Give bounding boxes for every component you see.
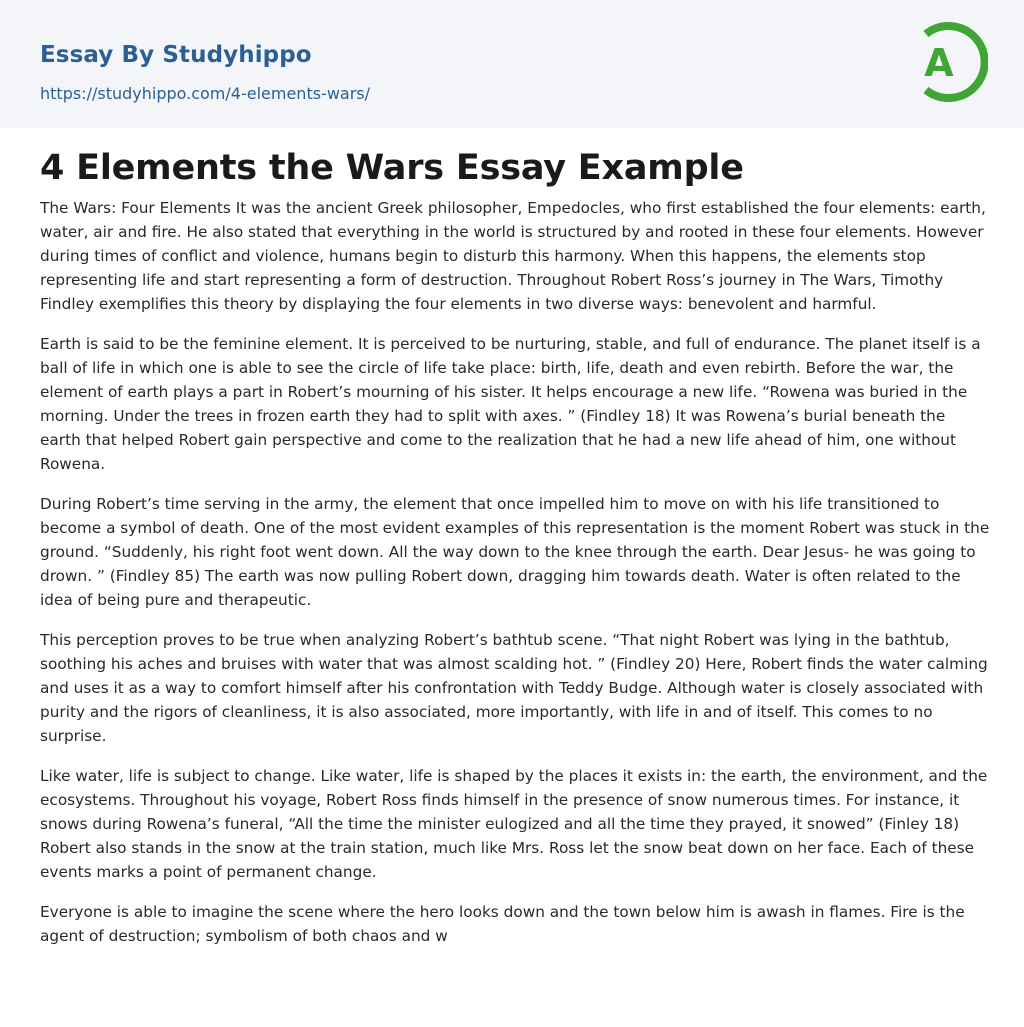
paragraph: Everyone is able to imagine the scene where the hero looks down and the town below him is awash in flames. Fire is the agent of destruction; symbolism of both chaos and w: [40, 903, 965, 945]
site-header: [0, 0, 1024, 128]
article: [40, 140, 990, 964]
page-url-link[interactable]: https://studyhippo.com/4-elements-wars/: [40, 84, 371, 103]
site-title[interactable]: Essay By Studyhippo: [40, 42, 312, 68]
paragraph: This perception proves to be true when analyzing Robert’s bathtub scene. “That night Robert was lying in the bathtub, soothing his aches and bruises with water that was almost scalding hot. ” (Findley 20) Here, Robert finds the water calming and uses it as a way to comfort himself after his confrontation with Teddy Budge. Although water is closely associated with purity and the rigors of cleanliness, it is also associated, more importantly, with life in and of itself. This comes to no surprise.: [40, 631, 988, 745]
studyhippo-logo-icon[interactable]: [912, 18, 988, 106]
paragraph: Like water, life is subject to change. Like water, life is shaped by the places it exists in: the earth, the environment, and the ecosystems. Throughout his voyage, Robert Ross finds himself in the presence of snow numerous times. For instance, it snows during Rowena’s funeral, “All the time the minister eulogized and all the time they prayed, it snowed” (Finley 18) Robert also stands in the snow at the train station, much like Mrs. Ross let the snow beat down on her face. Each of these events marks a point of permanent change.: [40, 767, 988, 881]
paragraph: Earth is said to be the feminine element. It is perceived to be nurturing, stable, and full of endurance. The planet itself is a ball of life in which one is able to see the circle of life take place: birth, life, death and even rebirth. Before the war, the element of earth plays a part in Robert’s mourning of his sister. It helps encourage a new life. “Rowena was buried in the morning. Under the trees in frozen earth they had to split with axes. ” (Findley 18) It was Rowena’s burial beneath the earth that helped Robert gain perspective and come to the realization that he had a new life ahead of him, one without Rowena.: [40, 335, 981, 473]
paragraph: The Wars: Four Elements It was the ancient Greek philosopher, Empedocles, who first established the four elements: earth, water, air and fire. He also stated that everything in the world is structured by and rooted in these four elements. However during times of conflict and violence, humans begin to disturb this harmony. When this happens, the elements stop representing life and start representing a form of destruction. Throughout Robert Ross’s journey in The Wars, Timothy Findley exemplifies this theory by displaying the four elements in two diverse ways: benevolent and harmful.: [40, 199, 986, 313]
page-title: 4 Elements the Wars Essay Example: [40, 148, 744, 188]
logo-letter: A: [924, 41, 954, 85]
paragraph: During Robert’s time serving in the army, the element that once impelled him to move on with his life transitioned to become a symbol of death. One of the most evident examples of this representation is the moment Robert was stuck in the ground. “Suddenly, his right foot went down. All the way down to the knee through the earth. Dear Jesus- he was going to drown. ” (Findley 85) The earth was now pulling Robert down, dragging him towards death. Water is often related to the idea of being pure and therapeutic.: [40, 495, 990, 609]
